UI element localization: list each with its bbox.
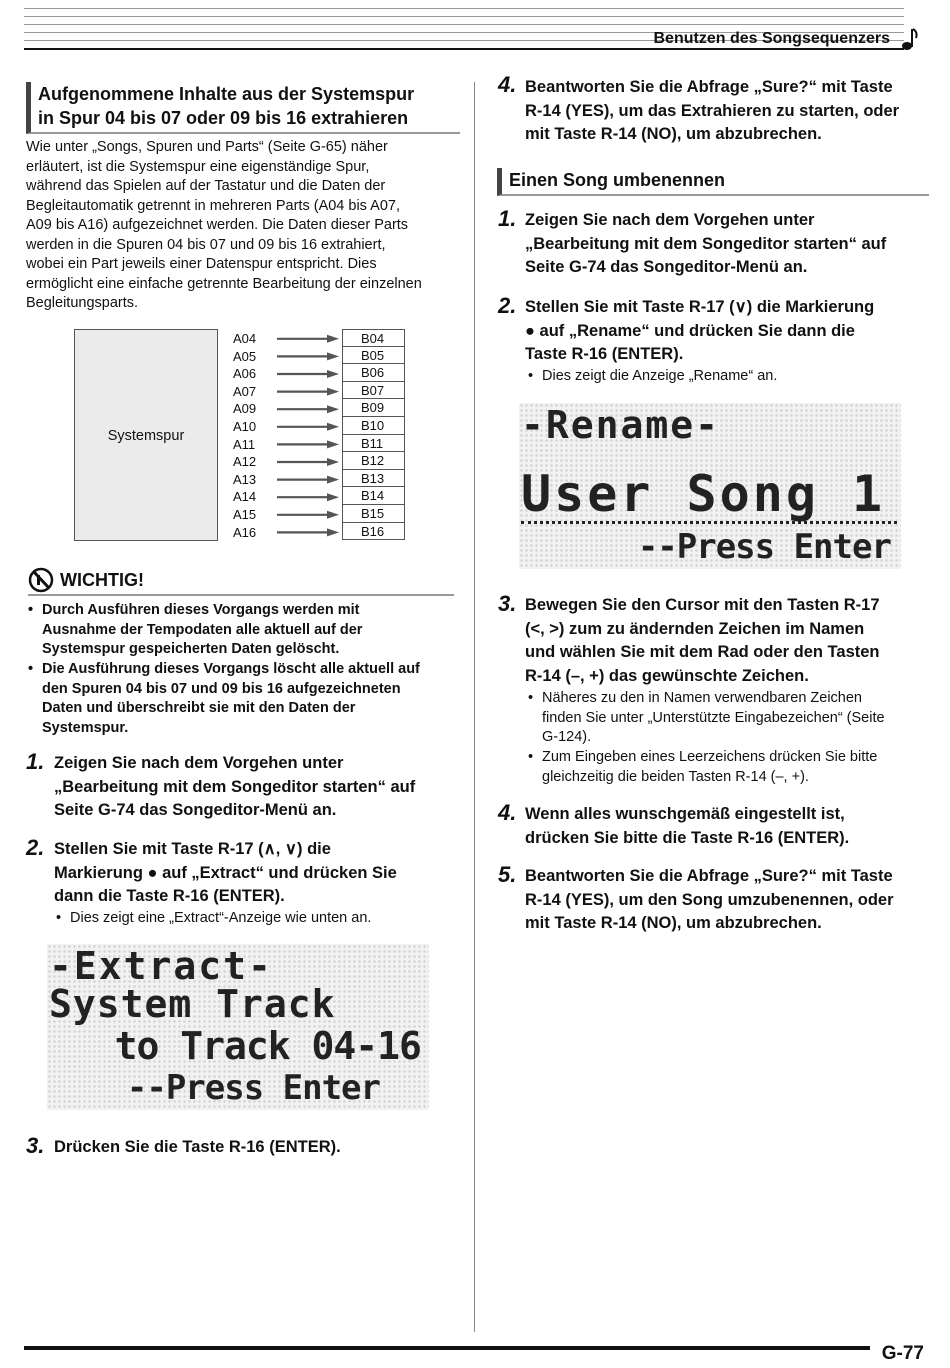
- step-number: 4.: [498, 800, 517, 825]
- lcd-rename-display: -Rename- User Song 1 --Press Enter: [519, 403, 901, 569]
- column-divider: [474, 82, 475, 1332]
- mapping-arrow-head: [327, 370, 339, 378]
- track-cell: B05: [342, 347, 405, 365]
- track-cell: B09: [342, 399, 405, 417]
- intro-paragraph: Wie unter „Songs, Spuren und Parts“ (Seite G-65) näher erläutert, ist die Systemspur eine eigenständige Spur, während das Spielen auf der Tastatur und die Daten der Begleitautomatik getrennt in mehreren Parts (A04 bis A07, A09 bis A16) aufgezeichnet werden. Die Daten dieser Parts werden in die Spuren 04 bis 07 und 09 bis 16 extrahiert, wobei ein Part jeweils einer Datenspur entspricht. Dies ermöglicht eine einfache getrennte Bearbeitung der einzelnen Begleitungsparts.: [26, 139, 422, 311]
- part-label: A16: [233, 524, 257, 540]
- step-text: Beantworten Sie die Abfrage „Sure?“ mit Taste R-14 (YES), um das Extrahieren zu starten, oder mit Taste R-14 (NO), um abzubrechen.: [525, 78, 900, 143]
- step-number: 2.: [26, 835, 45, 860]
- step-text: Bewegen Sie den Cursor mit den Tasten R-17 (<, >) zum zu ändernden Zeichen im Namen und wählen Sie mit dem Rad oder den Tasten R-14 (–, +) das gewünschte Zeichen.: [525, 596, 880, 685]
- step-text: Drücken Sie die Taste R-16 (ENTER).: [54, 1138, 341, 1156]
- track-cell: B15: [342, 505, 405, 523]
- music-note-icon: [902, 26, 918, 52]
- mapping-arrow-head: [327, 528, 339, 536]
- step-number: 4.: [498, 72, 517, 97]
- mapping-arrow-head: [327, 405, 339, 413]
- section-heading-extract: Aufgenommene Inhalte aus der Systemspur in Spur 04 bis 07 oder 09 bis 16 extrahieren: [26, 82, 460, 134]
- part-label: A11: [233, 436, 256, 452]
- page-number: G-77: [881, 1343, 924, 1364]
- mapping-arrow-head: [327, 476, 339, 484]
- track-cell: B16: [342, 523, 405, 541]
- part-label: A13: [233, 471, 257, 487]
- mapping-arrow-head: [327, 440, 339, 448]
- important-title: WICHTIG!: [60, 570, 144, 590]
- mapping-arrows: [274, 329, 342, 543]
- track-cell: B13: [342, 470, 405, 488]
- footer-rule: [24, 1346, 870, 1350]
- step-number: 3.: [26, 1133, 45, 1158]
- part-label: A09: [233, 401, 257, 417]
- step-text: Beantworten Sie die Abfrage „Sure?“ mit Taste R-14 (YES), um den Song umzubenennen, oder mit Taste R-14 (NO), um abzubrechen.: [525, 867, 894, 932]
- mapping-arrow-head: [327, 458, 339, 466]
- track-cell: B04: [342, 329, 405, 347]
- track-cell: B10: [342, 417, 405, 435]
- mapping-arrow-head: [327, 493, 339, 501]
- part-label: A07: [233, 383, 257, 399]
- track-cell: B06: [342, 364, 405, 382]
- mapping-arrow-head: [327, 352, 339, 360]
- header-title: Benutzen des Songsequenzers: [653, 30, 890, 47]
- step-number: 3.: [498, 591, 517, 616]
- track-cell: B11: [342, 435, 405, 453]
- part-label: A10: [233, 419, 257, 434]
- step-number: 1.: [26, 749, 45, 774]
- part-label: A05: [233, 348, 257, 364]
- step-text: Stellen Sie mit Taste R-17 (∨) die Markierung ● auf „Rename“ und drücken Sie dann die Taste R-16 (ENTER).: [525, 298, 875, 363]
- track-mapping-diagram: [74, 329, 408, 543]
- important-bullet: • Die Ausführung dieses Vorgangs löscht alle aktuell auf den Spuren 04 bis 07 und 09 bis 16 aufgezeichneten Daten und überschreibt sie mit den Daten der Systemspur.: [42, 660, 462, 738]
- track-cell: B12: [342, 452, 405, 470]
- part-label: A15: [233, 507, 257, 522]
- step-number: 1.: [498, 206, 517, 231]
- step-note: • Dies zeigt die Anzeige „Rename“ an.: [542, 367, 932, 387]
- mapping-arrow-head: [327, 511, 339, 519]
- lcd-extract-display: -Extract- System Track to Track 04-16 --Press Enter: [47, 944, 429, 1110]
- part-label: A06: [233, 366, 257, 382]
- part-label: A12: [233, 454, 257, 470]
- step-text: Zeigen Sie nach dem Vorgehen unter „Bearbeitung mit dem Songeditor starten“ auf Seite G-74 das Songeditor-Menü an.: [54, 754, 416, 819]
- system-track-box: [74, 329, 218, 541]
- step-number: 2.: [498, 293, 517, 318]
- step-text: Zeigen Sie nach dem Vorgehen unter „Bearbeitung mit dem Songeditor starten“ auf Seite G-74 das Songeditor-Menü an.: [525, 211, 887, 276]
- important-heading: [28, 566, 454, 596]
- system-track-label: Systemspur: [107, 428, 185, 444]
- step-note: • Zum Eingeben eines Leerzeichens drücken Sie bitte gleichzeitig die beiden Tasten R-14 (–, +).: [542, 748, 932, 787]
- mapping-arrow-head: [327, 388, 339, 396]
- step-number: 5.: [498, 862, 517, 887]
- part-label: A14: [233, 489, 257, 505]
- step-text: Wenn alles wunschgemäß eingestellt ist, drücken Sie bitte die Taste R-16 (ENTER).: [525, 805, 850, 847]
- step-note: • Dies zeigt eine „Extract“-Anzeige wie unten an.: [70, 909, 460, 929]
- section-heading-rename: Einen Song umbenennen: [497, 168, 929, 196]
- important-bullet: • Durch Ausführen dieses Vorgangs werden mit Ausnahme der Tempodaten alle aktuell auf der Systemspur gespeicherten Daten gelöscht.: [42, 601, 462, 660]
- step-note: • Näheres zu den in Namen verwendbaren Zeichen finden Sie unter „Unterstützte Eingabezeichen“ (Seite G-124).: [542, 689, 932, 748]
- mapping-arrow-head: [327, 335, 339, 343]
- step-text: Stellen Sie mit Taste R-17 (∧, ∨) die Markierung ● auf „Extract“ und drücken Sie dann die Taste R-16 (ENTER).: [54, 840, 397, 905]
- track-cell: B07: [342, 382, 405, 400]
- warning-icon: [28, 566, 56, 594]
- page-header: [24, 0, 924, 56]
- mapping-arrow-head: [327, 423, 339, 431]
- track-cell: B14: [342, 487, 405, 505]
- part-label: A04: [233, 331, 257, 346]
